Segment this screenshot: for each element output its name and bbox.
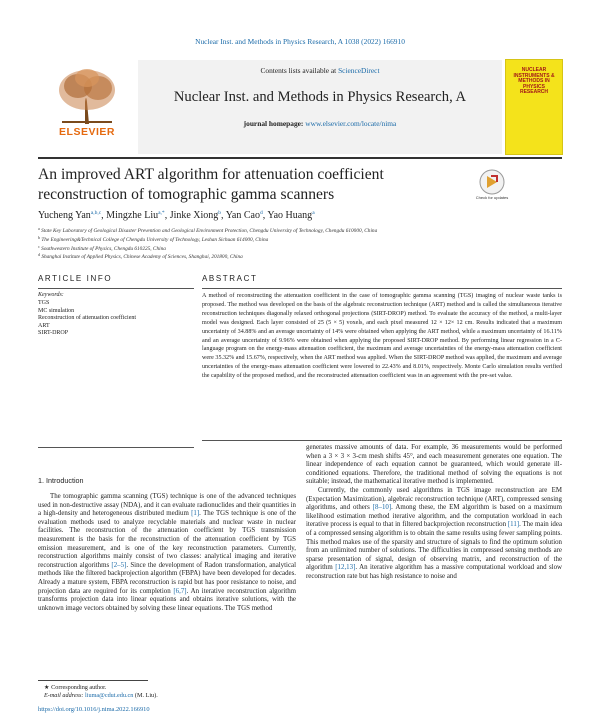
email-line bbox=[44, 692, 284, 700]
reference-link[interactable]: [6,7] bbox=[173, 587, 187, 595]
keyword-list bbox=[38, 300, 194, 338]
affiliation-list bbox=[38, 226, 562, 261]
doi-link[interactable]: https://doi.org/10.1016/j.nima.2022.166910 bbox=[38, 706, 150, 713]
email-suffix: (M. Liu). bbox=[133, 692, 158, 700]
elsevier-tree-icon bbox=[52, 64, 122, 126]
keywords-label: Keywords: bbox=[38, 292, 64, 298]
author-name[interactable]: Jinke Xiong bbox=[169, 210, 219, 221]
cover-title: NUCLEAR INSTRUMENTS & METHODS IN PHYSICS RESEARCH bbox=[513, 67, 555, 96]
journal-homepage bbox=[138, 119, 502, 128]
journal-banner bbox=[138, 60, 502, 154]
body-column-right bbox=[306, 444, 562, 582]
contents-prefix: Contents lists available at bbox=[260, 66, 339, 75]
article-info-bottom-rule bbox=[38, 447, 194, 448]
author-affiliation-marker[interactable]: a bbox=[312, 210, 315, 216]
reference-link[interactable]: [1] bbox=[191, 510, 200, 518]
author-list: Yucheng Yan$^{a,b,c}$, Mingzhe Liu$^{a,*}$, Jinke Xiong$^b$, Yan Cao$^d$, Yao Huang$^a$ bbox=[38, 210, 315, 221]
abstract-text: A method of reconstructing the attenuation coefficient in the case of tomographic gamma scanning (TGS) imaging of nuclear waste tanks is proposed. The method was developed on the basis of the algebraic reconstruction technique (ART) method and is called the simultaneous iterative reconstruction techniques diagonally relaxed orthogonal projections (SIRT-DROP) method. To evaluate the accuracy of the method, a multi-layer model was designed. Each layer consisted of 25 (5 × 5) voxels, and each pixel measured 12 × 12× 12 cm. Results indicated that a maximum uncertainty of 34.88% and an average uncertainty of 14% were obtained when applying the ART method, while a maximum uncertainty of 16.11% and an average uncertainty of 9.96% were obtained when applying the proposed SIRT-DROP method. By performing linear regression in a C-language program on the energy-mass attenuation coefficient, the maximum and average uncertainties of the energy-mass attenuation coefficient were 35.32% and 15.67%, respectively, when the ART method was applied. When the SIRT-DROP method was applied, the maximum and average uncertainties of the energy-mass attenuation coefficient were lowered to 22.43% and 8.01%, respectively. Monte Carlo simulation results verified the capability of the proposed method, and the reconstructed attenuation coefficient was in an agreement with the pre-set value. bbox=[202, 293, 562, 380]
author-name[interactable]: Mingzhe Liu bbox=[106, 210, 159, 221]
abstract-rule bbox=[202, 288, 562, 289]
author-affiliation-marker[interactable]: b bbox=[218, 210, 222, 216]
keyword-item: ART bbox=[38, 322, 50, 329]
journal-header bbox=[38, 60, 562, 154]
email-label: E-mail address: bbox=[44, 692, 84, 700]
journal-citation: Nuclear Inst. and Methods in Physics Research, A 1038 (2022) 166910 bbox=[195, 37, 405, 46]
homepage-label: journal homepage: bbox=[243, 119, 304, 128]
elsevier-wordmark: ELSEVIER bbox=[59, 126, 115, 138]
keyword-item: TGS bbox=[38, 300, 50, 306]
affiliation-item: $^b$ The Engineering&Technical College of Chengdu University of Technology, Leshan Sichuan 614000, China bbox=[38, 234, 269, 243]
corresponding-author-note: ★ Corresponding author. bbox=[44, 684, 107, 691]
check-updates-label: Check for updates bbox=[475, 195, 509, 200]
header-divider bbox=[38, 157, 562, 159]
corresponding-text: Corresponding author. bbox=[51, 684, 107, 691]
article-info-heading: ARTICLE INFO bbox=[38, 274, 113, 283]
email-link[interactable]: liuma@cdut.edu.cn bbox=[85, 692, 134, 700]
author-affiliation-marker[interactable]: d bbox=[259, 210, 263, 216]
abstract-heading: ABSTRACT bbox=[202, 274, 258, 283]
introduction-heading: 1. Introduction bbox=[38, 476, 84, 485]
article-title: An improved ART algorithm for attenuation coefficient reconstruction of tomographic gamma scanners bbox=[38, 166, 384, 203]
contents-line bbox=[138, 66, 502, 75]
sciencedirect-link[interactable]: ScienceDirect bbox=[338, 66, 380, 75]
author-affiliation-marker[interactable]: a,b,c bbox=[90, 210, 102, 216]
journal-title: Nuclear Inst. and Methods in Physics Research, A bbox=[173, 89, 467, 105]
intro-paragraph-1: The tomographic gamma scanning (TGS) technique is one of the advanced techniques used in non-destructive assay (NDA), and it can evaluate radionuclides and their quantities in a high-density and heterogeneous distributed medium [1]. The TGS technique is one of the evaluation methods used to analyze recyclable materials and nuclear waste in nuclear facilities. The reconstruction of the attenuation coefficient by TGS transmission measurement is the basis for the reconstruction of the attenuation coefficient by TGS emission measurement, and is one of the key reconstruction parameters. Currently, reconstruction algorithms mainly consist of two classes: analytical imaging and iterative reconstruction algorithms [2–5]. Since the development of Radon transformation, analytical methods like the filtered backprojection algorithm (FBPA) have been developed for decades. Already a mature system, FBPA reconstruction is rapid but has poor resistance to noise, and projection data are required for its completion [6,7]. An iterative reconstruction algorithm transforms projection data into linear equations and obtains iterative solutions, with the unknown image vectors obtained by solving these linear equations. The TGS method bbox=[38, 493, 297, 612]
journal-cover-image[interactable] bbox=[506, 60, 562, 154]
footnote bbox=[44, 684, 284, 700]
affiliation-item: $^d$ Shanghai Institute of Applied Physics, Chinese Academy of Sciences, Shanghai, 201800, China bbox=[38, 252, 243, 261]
footnote-rule bbox=[38, 680, 148, 681]
intro-paragraph-2: generates massive amounts of data. For example, 36 measurements would be performed when a 3 × 3 × 3-cm mesh shifts 45°, and each measurement generates one equation. The linear independence of each equation cannot be guaranteed, which would generate ill-conditioned equations. Therefore, the traditional method of solving the equations is not suitable; instead, the mathematical iterative method is implemented. bbox=[306, 444, 562, 486]
keyword-item: SIRT-DROP bbox=[38, 330, 69, 337]
author-name[interactable]: Yao Huang bbox=[267, 210, 313, 221]
keyword-item: MC simulation bbox=[38, 307, 75, 314]
affiliation-item: $^c$ Southwestern Institute of Physics, Chengdu 610225, China bbox=[38, 243, 166, 252]
check-updates-icon bbox=[478, 168, 506, 196]
intro-paragraph-3: Currently, the commonly used algorithms in TGS image reconstruction are EM (Expectation Maximization), algebraic reconstruction technique (ART), compressed sensing algorithms, and others [8–10]. Among these, the EM algorithm is based on a maximum likelihood estimation method iterative algorithm, and the computation workload in each iterative process is equal to that in filtered backprojection reconstruction [11]. The main idea of a compressed sensing algorithm is to obtain the same results using fewer sampling points. This method makes use of the sparsity and structure of signals to find the optimum solution from an unlimited number of solutions. The difficulties in compressed sensing methods are sparse presentation of signal, design of observing matrix, and reconstruction of the algorithm [12,13]. An iterative algorithm has a massive computational workload and slow reconstruction rate but has high resistance to noise and bbox=[306, 486, 562, 580]
check-for-updates-button[interactable] bbox=[475, 168, 509, 206]
keyword-item: Reconstruction of attenuation coefficient bbox=[38, 315, 137, 322]
body-column-left bbox=[38, 493, 296, 613]
affiliation-item: $^a$ State Key Laboratory of Geological Disaster Prevention and Geological Environment Protection, Chengdu University of Technology, Chengdu 610000, China bbox=[38, 226, 378, 234]
author-name[interactable]: Yan Cao bbox=[225, 210, 260, 221]
reference-link[interactable]: [8–10] bbox=[372, 504, 392, 512]
article-info-rule bbox=[38, 288, 194, 289]
author-name[interactable]: Yucheng Yan bbox=[38, 210, 91, 221]
abstract-bottom-rule bbox=[202, 440, 562, 441]
reference-link[interactable]: [12,13] bbox=[335, 564, 356, 572]
reference-link[interactable]: [2–5] bbox=[111, 561, 127, 569]
homepage-link[interactable]: www.elsevier.com/locate/nima bbox=[305, 119, 397, 128]
reference-link[interactable]: [11] bbox=[507, 521, 520, 529]
author-affiliation-marker[interactable]: a,* bbox=[158, 210, 165, 216]
elsevier-logo[interactable] bbox=[38, 60, 136, 154]
